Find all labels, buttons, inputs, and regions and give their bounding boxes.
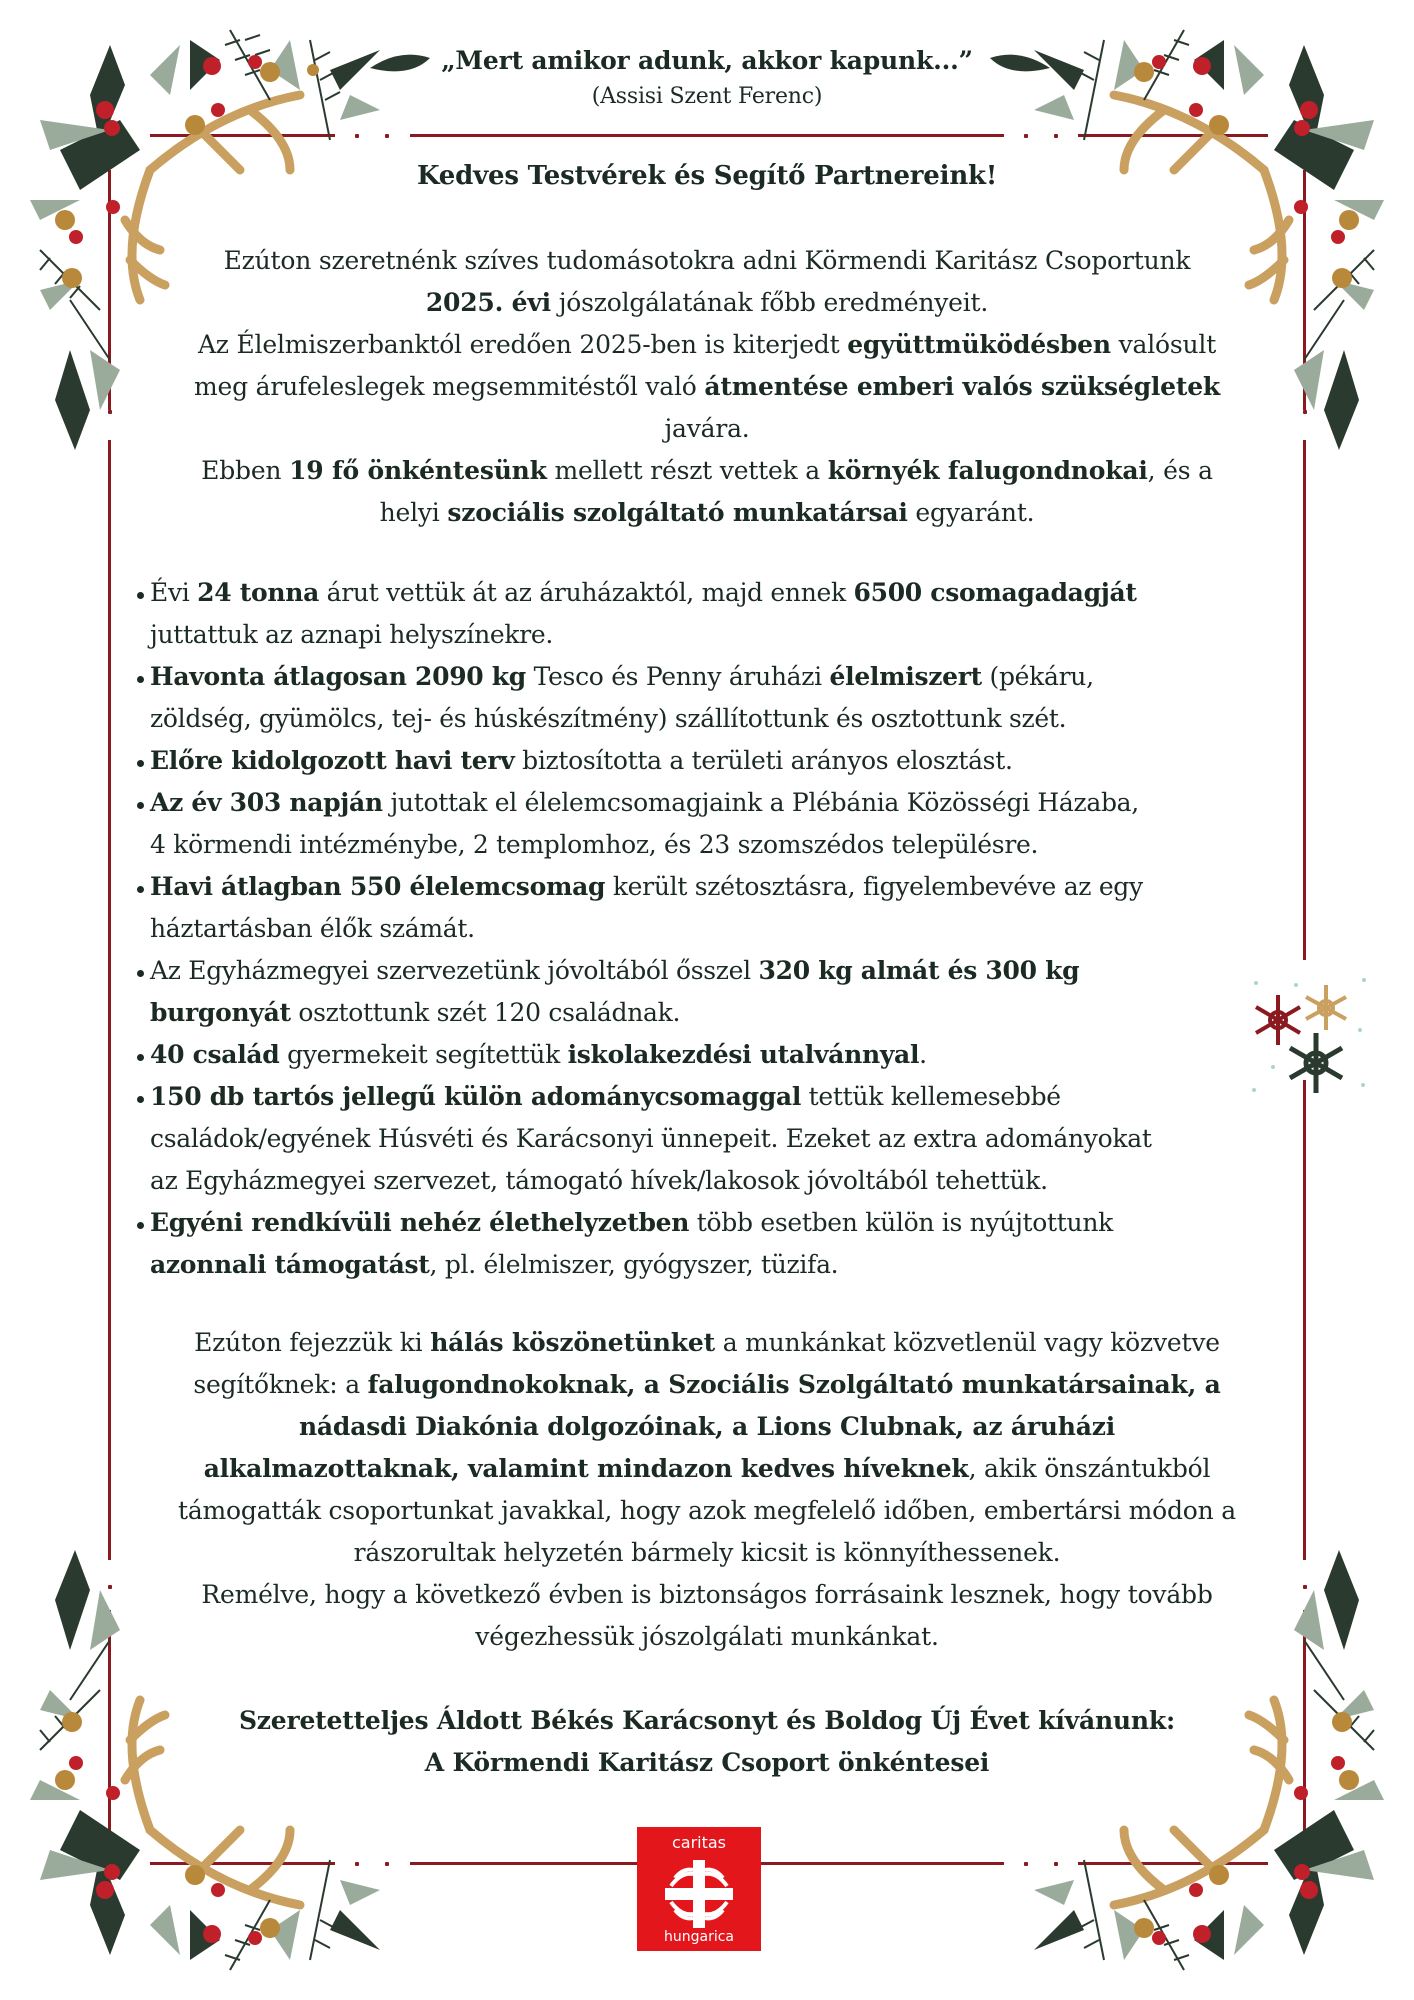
thanks-line xyxy=(110,1364,1304,1406)
text: Tesco és Penny áruházi xyxy=(525,662,830,691)
bullet-line xyxy=(150,1034,1320,1076)
text: 4 körmendi intézménybe, 2 templomhoz, és 23 szomszédos településre. xyxy=(150,830,1039,859)
closing-signature: A Körmendi Karitász Csoport önkéntesei xyxy=(424,1748,990,1777)
intro-line xyxy=(110,492,1304,534)
text: rászorultak helyzetén bármely kicsit is könnyíthessenek. xyxy=(353,1538,1061,1567)
text: Az Élelmiszerbanktól eredően 2025-ben is kiterjedt xyxy=(197,330,848,359)
text: több esetben külön is nyújtottunk xyxy=(689,1208,1113,1237)
bullet-line xyxy=(150,908,1320,950)
bold-text: 2025. évi xyxy=(425,288,551,317)
bullet-icon xyxy=(137,1054,144,1061)
bullet-line xyxy=(150,740,1320,782)
bullet-icon xyxy=(137,802,144,809)
text: juttattuk az aznapi helyszínekre. xyxy=(150,620,554,649)
bold-text: hálás köszönetünket xyxy=(430,1328,715,1357)
greeting-heading: Kedves Testvérek és Segítő Partnereink! xyxy=(416,161,998,191)
bold-text: szociális szolgáltató munkatársai xyxy=(447,498,908,527)
frame-bottom-line xyxy=(760,1862,1004,1865)
logo-text-bottom: hungarica xyxy=(663,1929,734,1945)
bold-text: azonnali támogatást xyxy=(150,1250,430,1279)
intro-line xyxy=(110,324,1304,366)
text: . xyxy=(919,1040,927,1069)
bold-text: 24 tonna xyxy=(197,578,319,607)
text: került szétosztásra, figyelembevéve az egy xyxy=(605,872,1143,901)
text: egyaránt. xyxy=(907,498,1035,527)
bold-text: Egyéni rendkívüli nehéz élethelyzetben xyxy=(150,1208,690,1237)
text: , pl. élelmiszer, gyógyszer, tüzifa. xyxy=(429,1250,839,1279)
caritas-hungarica-logo xyxy=(637,1827,761,1951)
bold-text: 40 család xyxy=(150,1040,280,1069)
bullet-line xyxy=(150,782,1320,824)
bold-text: iskolakezdési utalvánnyal xyxy=(567,1040,920,1069)
bold-text: alkalmazottaknak, valamint mindazon kedves híveknek xyxy=(203,1454,969,1483)
text: osztottunk szét 120 családnak. xyxy=(290,998,681,1027)
intro-line xyxy=(110,366,1304,408)
thanks-line xyxy=(110,1532,1304,1574)
bullet-line xyxy=(150,950,1320,992)
bullet-line xyxy=(150,866,1320,908)
bold-text: nádasdi Diakónia dolgozóinak, a Lions Clubnak, az áruházi xyxy=(298,1412,1116,1441)
thanks-line xyxy=(110,1616,1304,1658)
text: zöldség, gyümölcs, tej- és húskészítmény) szállítottunk és osztottunk szét. xyxy=(150,704,1067,733)
bullet-line xyxy=(150,992,1320,1034)
text: támogatták csoportunkat javakkal, hogy azok megfelelő időben, embertársi módon a xyxy=(178,1496,1236,1525)
thanks-line xyxy=(110,1406,1304,1448)
bold-text: Havi átlagban 550 élelemcsomag xyxy=(150,872,606,901)
text: , akik önszántukból xyxy=(968,1454,1211,1483)
thanks-line xyxy=(110,1574,1304,1616)
bullet-icon xyxy=(137,970,144,977)
text: jószolgálatának főbb eredményeit. xyxy=(550,288,989,317)
text: gyermekeit segítettük xyxy=(279,1040,568,1069)
bold-text: környék falugondnokai xyxy=(827,456,1148,485)
text: jutottak el élelemcsomagjaink a Plébánia Közösségi Házaba, xyxy=(382,788,1139,817)
bullet-line xyxy=(150,1076,1320,1118)
text: , és a xyxy=(1147,456,1213,485)
text: segítőknek: a xyxy=(193,1370,368,1399)
bold-text: élelmiszert xyxy=(829,662,982,691)
bullet-line xyxy=(150,1160,1320,1202)
bold-text: 320 kg almát és 300 kg xyxy=(758,956,1080,985)
text: Remélve, hogy a következő évben is biztonságos forrásaink lesznek, hogy tovább xyxy=(201,1580,1213,1609)
bold-text: Havonta átlagosan 2090 kg xyxy=(150,662,526,691)
text: mellett részt vettek a xyxy=(546,456,828,485)
text: javára. xyxy=(664,414,750,443)
caritas-cross-icon xyxy=(665,1860,733,1928)
bullet-icon xyxy=(137,886,144,893)
text: végezhessük jószolgálati munkánkat. xyxy=(475,1622,939,1651)
bold-text: együttmüködésben xyxy=(847,330,1111,359)
frame-bottom-line xyxy=(410,1862,640,1865)
text: Ezúton fejezzük ki xyxy=(194,1328,431,1357)
text: Ebben xyxy=(201,456,290,485)
bullet-line xyxy=(150,824,1320,866)
text: biztosította a területi arányos elosztást. xyxy=(514,746,1013,775)
bullet-line xyxy=(150,614,1320,656)
text: árut vettük át az áruházaktól, majd ennek xyxy=(319,578,854,607)
intro-line xyxy=(110,240,1304,282)
bullet-line xyxy=(150,656,1320,698)
text: családok/egyének Húsvéti és Karácsonyi ünnepeit. Ezeket az extra adományokat xyxy=(150,1124,1152,1153)
thanks-line xyxy=(110,1448,1304,1490)
bold-text: 150 db tartós jellegű külön adománycsomaggal xyxy=(150,1082,802,1111)
text: Évi xyxy=(150,578,198,607)
bullet-icon xyxy=(137,1222,144,1229)
bullet-line xyxy=(150,1118,1320,1160)
bold-text: falugondnokoknak, a Szociális Szolgáltató munkatársainak, a xyxy=(367,1370,1221,1399)
text: valósult xyxy=(1110,330,1217,359)
bold-text: átmentése emberi valós szükségletek xyxy=(704,372,1221,401)
text: helyi xyxy=(379,498,448,527)
text: meg árufeleslegek megsemmitéstől való xyxy=(193,372,705,401)
text: (pékáru, xyxy=(981,662,1094,691)
bullet-line xyxy=(150,1202,1320,1244)
intro-line xyxy=(110,282,1304,324)
bullet-icon xyxy=(137,1096,144,1103)
bullet-icon xyxy=(137,760,144,767)
bold-text: 19 fő önkéntesünk xyxy=(289,456,547,485)
frame-top-line xyxy=(410,134,1004,137)
bold-text: burgonyát xyxy=(150,998,291,1027)
intro-line xyxy=(110,450,1304,492)
bullet-line xyxy=(150,572,1320,614)
header-quote: „Mert amikor adunk, akkor kapunk...” xyxy=(441,46,973,75)
intro-line xyxy=(110,408,1304,450)
bullet-icon xyxy=(137,676,144,683)
text: a munkánkat közvetlenül vagy közvetve xyxy=(714,1328,1220,1357)
quote-source: (Assisi Szent Ferenc) xyxy=(591,84,823,109)
text: Ezúton szeretnénk szíves tudomásotokra adni Körmendi Karitász Csoportunk xyxy=(223,246,1191,275)
thanks-line xyxy=(110,1490,1304,1532)
text: az Egyházmegyei szervezet, támogató hívek/lakosok jóvoltából tehettük. xyxy=(150,1166,1048,1195)
bullet-line xyxy=(150,1244,1320,1286)
logo-text-top: caritas xyxy=(671,1833,727,1852)
text: Az Egyházmegyei szervezetünk jóvoltából ősszel xyxy=(150,956,759,985)
bold-text: Az év 303 napján xyxy=(150,788,383,817)
bullet-icon xyxy=(137,592,144,599)
closing-wish: Szeretetteljes Áldott Békés Karácsonyt és Boldog Új Évet kívánunk: xyxy=(238,1706,1176,1735)
thanks-line xyxy=(110,1322,1304,1364)
text: háztartásban élők számát. xyxy=(150,914,475,943)
bold-text: 6500 csomagadagját xyxy=(853,578,1137,607)
text: tettük kellemesebbé xyxy=(801,1082,1061,1111)
bold-text: Előre kidolgozott havi terv xyxy=(150,746,515,775)
bullet-line xyxy=(150,698,1320,740)
